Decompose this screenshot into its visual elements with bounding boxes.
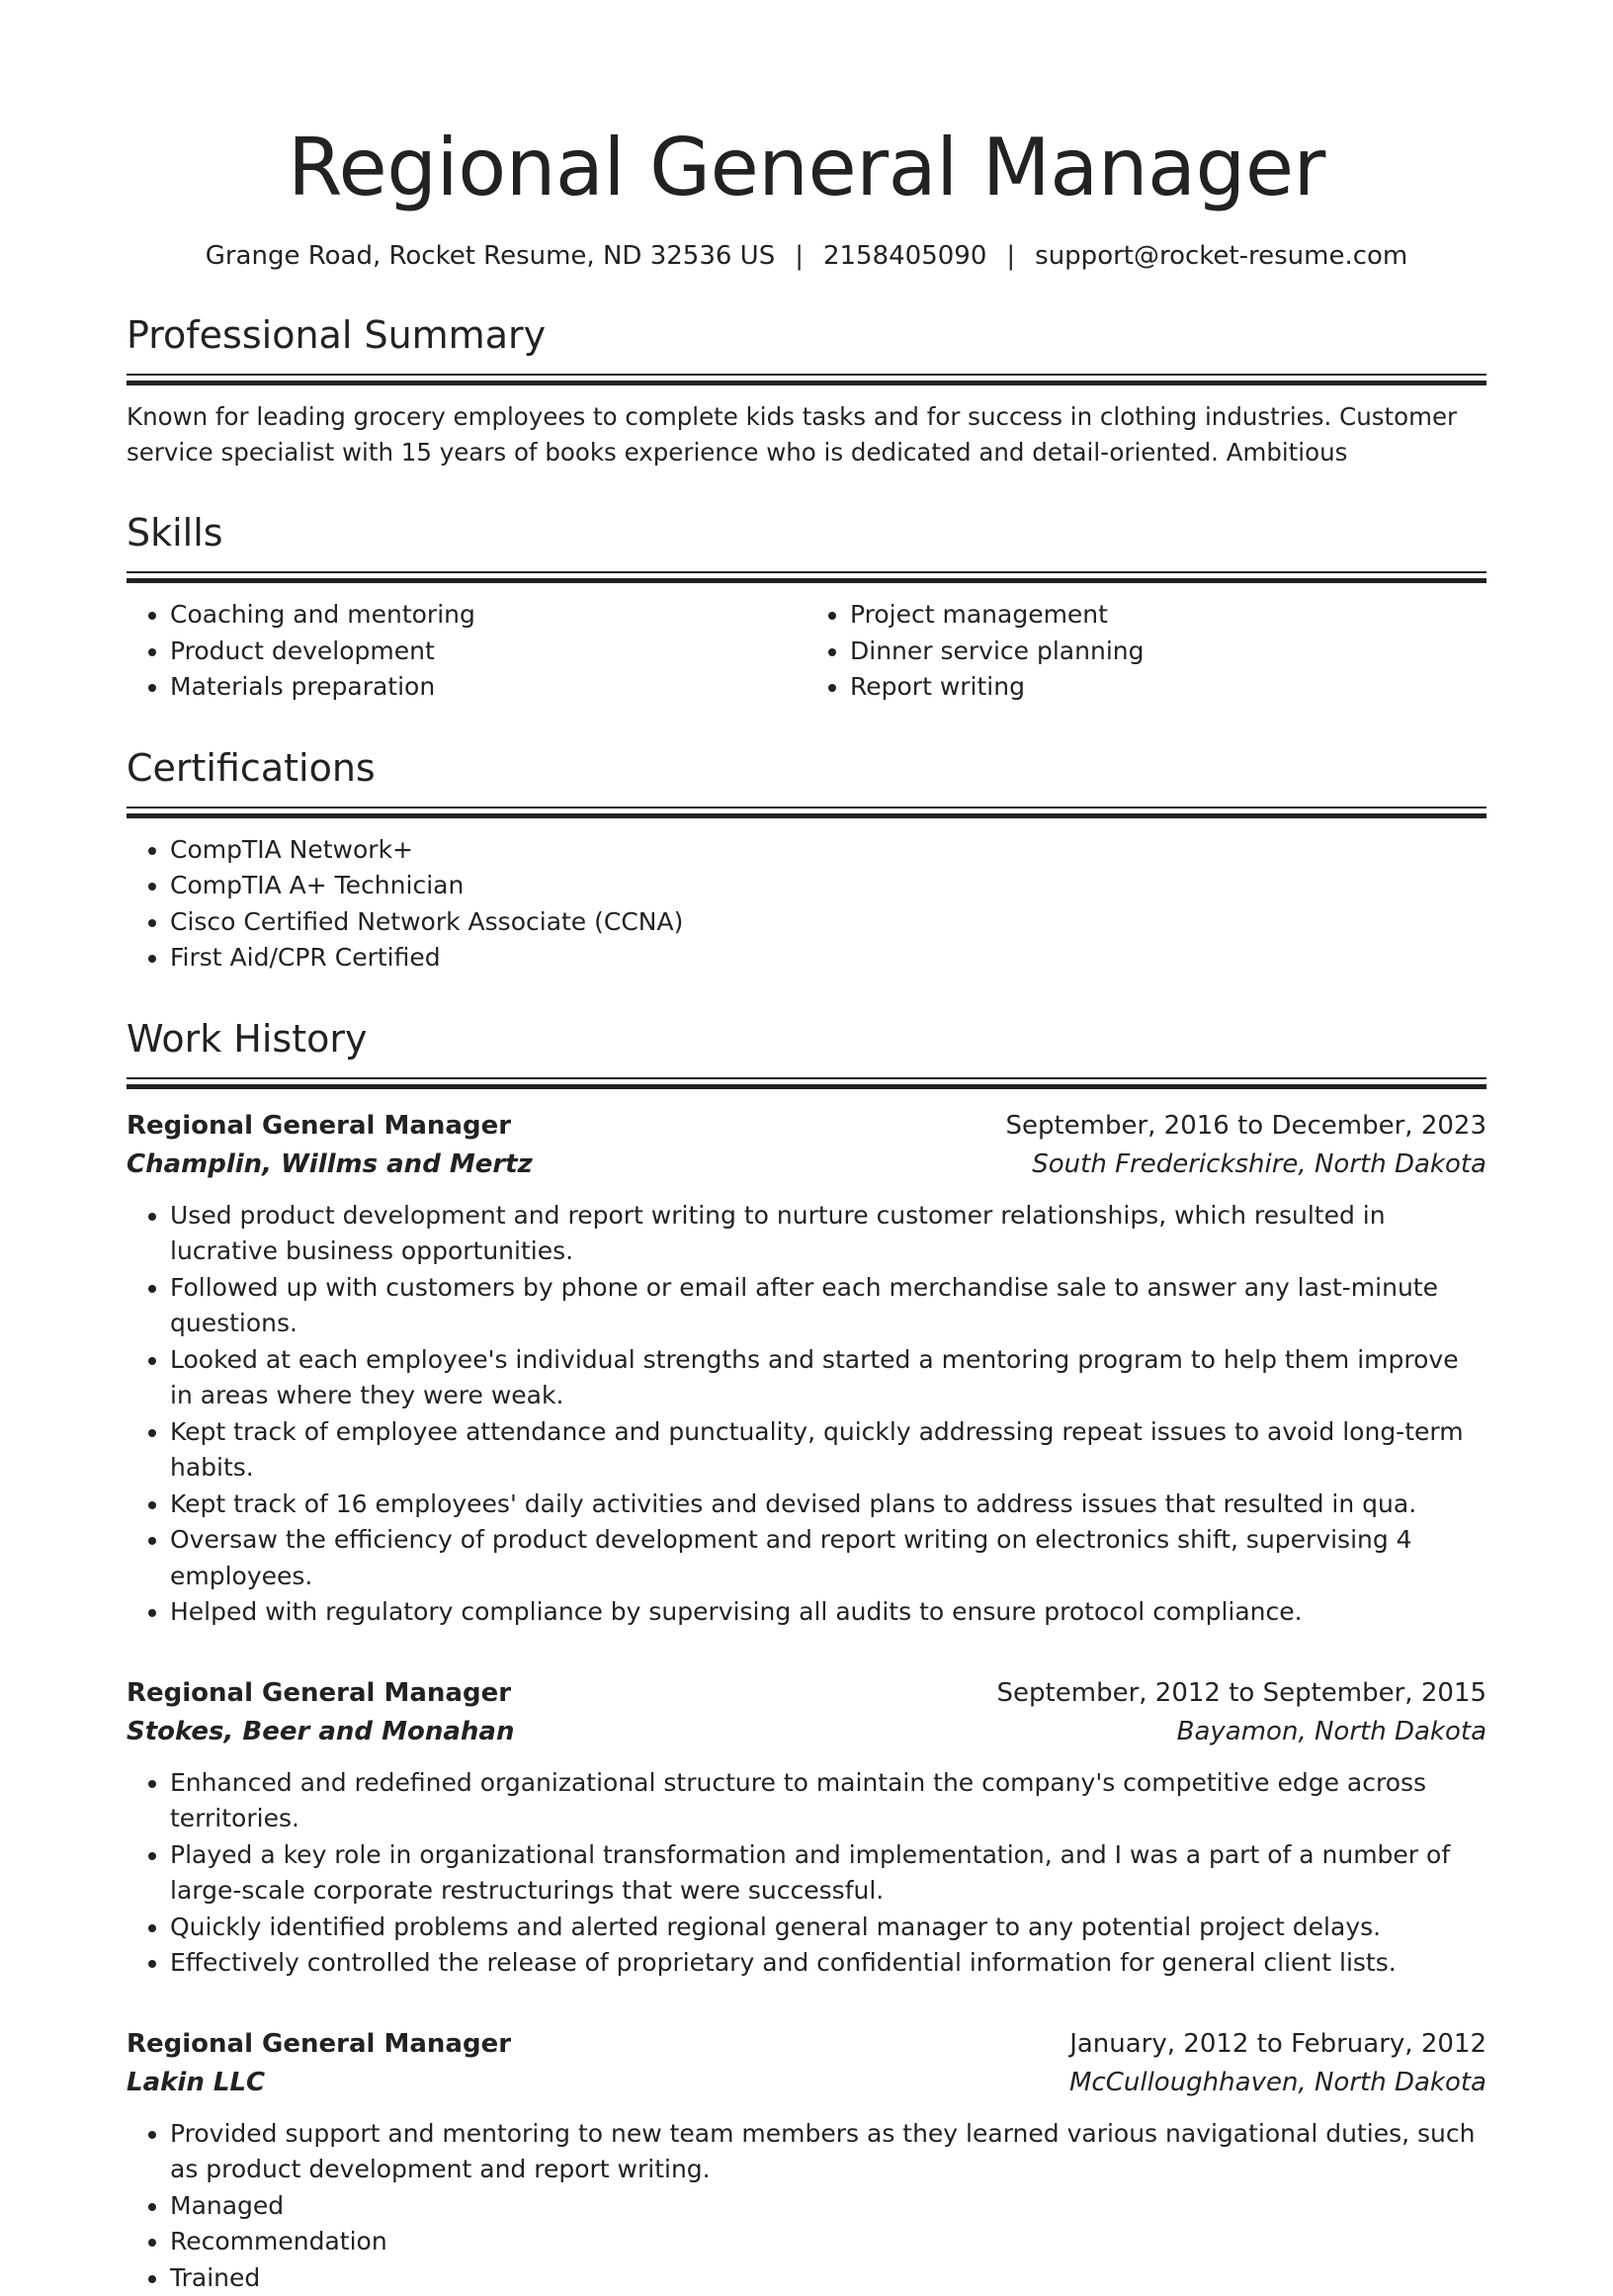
contact-email: support@rocket-resume.com <box>1035 241 1407 271</box>
job-bullet: • Looked at each employee's individual strengths and started a mentoring program to help them improve in areas where they were weak. <box>170 1342 1486 1414</box>
job-header-row <box>127 1107 1486 1146</box>
job-bullets <box>127 1765 1486 1982</box>
contact-line <box>127 239 1486 273</box>
certification-item: • Cisco Certified Network Associate (CCNA) <box>170 904 1486 941</box>
work-history-section <box>127 1016 1486 2296</box>
section-divider <box>127 374 1486 385</box>
job-dates: January, 2012 to February, 2012 <box>1069 2025 1486 2064</box>
job-bullet: • Enhanced and redefined organizational structure to maintain the company's competitive edge across territories. <box>170 1765 1486 1837</box>
job-dates: September, 2012 to September, 2015 <box>997 1674 1486 1713</box>
summary-section <box>127 312 1486 470</box>
section-divider <box>127 571 1486 583</box>
skills-list-left <box>127 597 806 706</box>
job-title: Regional General Manager <box>127 1674 511 1713</box>
job-bullet: • Quickly identified problems and alerted regional general manager to any potential project delays. <box>170 1910 1486 1946</box>
job-bullet: • Helped with regulatory compliance by supervising all audits to ensure protocol compliance. <box>170 1594 1486 1631</box>
skill-item: • Dinner service planning <box>850 634 1486 670</box>
job-entry <box>127 2025 1486 2296</box>
job-bullet: • Provided support and mentoring to new team members as they learned various navigational duties, such as product development and report writing. <box>170 2116 1486 2188</box>
job-company-row <box>127 1146 1486 1184</box>
certification-item: • CompTIA A+ Technician <box>170 868 1486 904</box>
job-title: Regional General Manager <box>127 2025 511 2064</box>
contact-separator: | <box>775 241 823 271</box>
job-bullet: • Managed <box>170 2188 1486 2225</box>
job-dates: September, 2016 to December, 2023 <box>1005 1107 1486 1146</box>
job-title: Regional General Manager <box>127 1107 511 1146</box>
job-entry <box>127 1107 1486 1631</box>
skill-item: • Coaching and mentoring <box>170 597 806 634</box>
job-company-row <box>127 2064 1486 2102</box>
job-company: Champlin, Willms and Mertz <box>127 1146 533 1184</box>
contact-separator: | <box>986 241 1035 271</box>
skill-item: • Materials preparation <box>170 669 806 706</box>
section-divider <box>127 1077 1486 1089</box>
job-entry <box>127 1674 1486 1982</box>
job-bullets <box>127 2116 1486 2296</box>
certification-item: • First Aid/CPR Certified <box>170 940 1486 977</box>
skill-item: • Report writing <box>850 669 1486 706</box>
job-company: Lakin LLC <box>127 2064 265 2102</box>
summary-text: Known for leading grocery employees to complete kids tasks and for success in clothing industries. Customer service specialist with 15 years of books experience who is dedicated and detail-oriented. Ambitious <box>127 399 1486 470</box>
job-header-row <box>127 2025 1486 2064</box>
skills-list-right <box>806 597 1486 706</box>
skills-section <box>127 510 1486 706</box>
skills-columns <box>127 597 1486 706</box>
job-bullet: • Used product development and report writing to nurture customer relationships, which resulted in lucrative business opportunities. <box>170 1198 1486 1270</box>
contact-phone: 2158405090 <box>823 241 986 271</box>
skills-heading: Skills <box>127 510 1486 555</box>
certifications-list <box>127 832 1486 977</box>
job-bullet: • Effectively controlled the release of proprietary and confidential information for general client lists. <box>170 1945 1486 1982</box>
skill-item: • Product development <box>170 634 806 670</box>
summary-heading: Professional Summary <box>127 312 1486 358</box>
job-location: Bayamon, North Dakota <box>1177 1713 1486 1751</box>
job-header-row <box>127 1674 1486 1713</box>
job-bullet: • Recommendation <box>170 2224 1486 2260</box>
job-bullet: • Trained <box>170 2260 1486 2296</box>
job-location: South Frederickshire, North Dakota <box>1032 1146 1486 1184</box>
job-bullet: • Followed up with customers by phone or email after each merchandise sale to answer any last-minute questions. <box>170 1270 1486 1342</box>
skill-item: • Project management <box>850 597 1486 634</box>
job-location: McCulloughhaven, North Dakota <box>1069 2064 1486 2102</box>
certifications-section <box>127 745 1486 977</box>
resume-name: Regional General Manager <box>127 0 1486 217</box>
job-bullet: • Kept track of 16 employees' daily activities and devised plans to address issues that resulted in qua. <box>170 1487 1486 1523</box>
job-bullet: • Oversaw the efficiency of product development and report writing on electronics shift, supervising 4 employees. <box>170 1522 1486 1594</box>
job-company: Stokes, Beer and Monahan <box>127 1713 514 1751</box>
contact-address: Grange Road, Rocket Resume, ND 32536 US <box>206 241 775 271</box>
job-bullet: • Kept track of employee attendance and punctuality, quickly addressing repeat issues to avoid long-term habits. <box>170 1414 1486 1487</box>
job-bullets <box>127 1198 1486 1631</box>
work-history-heading: Work History <box>127 1016 1486 1062</box>
job-company-row <box>127 1713 1486 1751</box>
section-divider <box>127 807 1486 818</box>
job-bullet: • Played a key role in organizational transformation and implementation, and I was a part of a number of large-scale corporate restructurings that were successful. <box>170 1837 1486 1910</box>
certifications-heading: Certifications <box>127 745 1486 791</box>
certification-item: • CompTIA Network+ <box>170 832 1486 869</box>
